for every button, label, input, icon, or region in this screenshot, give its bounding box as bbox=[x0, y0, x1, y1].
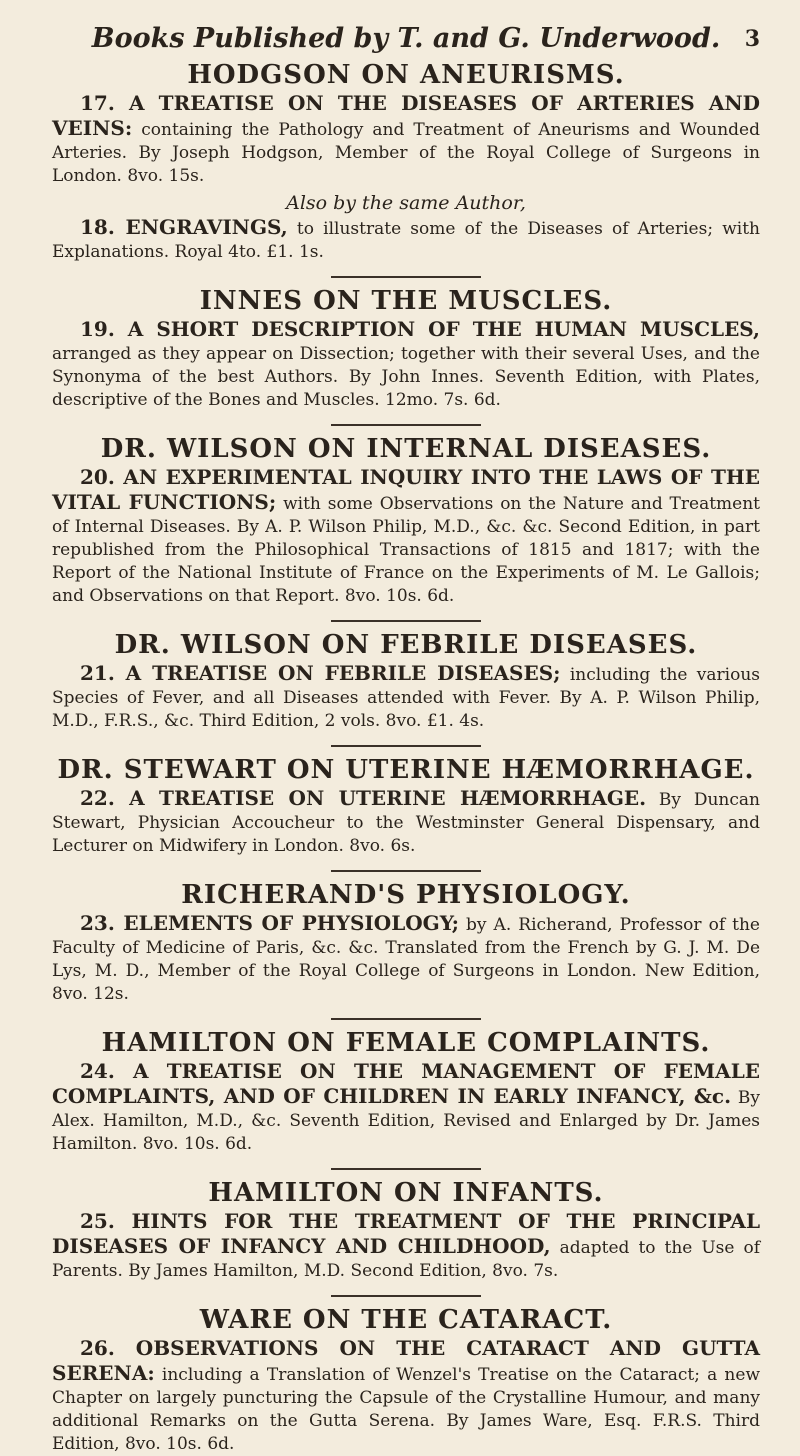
section-ware-cataract bbox=[52, 1305, 760, 1456]
section-heading: RICHERAND'S PHYSIOLOGY. bbox=[181, 880, 631, 910]
section-stewart-uterine bbox=[52, 755, 760, 858]
entry-lead: 18. ENGRAVINGS, bbox=[80, 215, 288, 239]
book-entry bbox=[52, 787, 760, 858]
section-heading: HAMILTON ON FEMALE COMPLAINTS. bbox=[101, 1028, 711, 1058]
entry-lead: 23. ELEMENTS OF PHYSIOLOGY; bbox=[80, 911, 459, 935]
entry-body: with some Observations on the Nature and Treatment of Internal Diseases. By A. P. Wilson Philip, M.D., &c. &c. Second Edition, in part republished from the Philosophical Transactions of 1815 and 1817; with the Report of the National Institute of France on the Experiments of M. Le Gallois; and Observations on that Report. 8vo. 10s. 6d. bbox=[52, 494, 760, 606]
entry-lead: 19. A SHORT DESCRIPTION OF THE HUMAN MUSCLES, bbox=[80, 317, 760, 341]
entry-body: by A. Richerand, Professor of the Faculty of Medicine of Paris, &c. &c. Translated from the French by G. J. M. De Lys, M. D., Member of the Royal College of Surgeons in London. New Edition, 8vo. 12s. bbox=[52, 915, 760, 1004]
entry-body: By Alex. Hamilton, M.D., &c. Seventh Edition, Revised and Enlarged by Dr. James Hamilton. 8vo. 10s. 6d. bbox=[52, 1088, 760, 1154]
divider bbox=[331, 1018, 481, 1020]
section-hamilton-female bbox=[52, 1028, 760, 1156]
divider bbox=[331, 424, 481, 426]
divider bbox=[331, 1295, 481, 1297]
section-hodgson-aneurisms bbox=[52, 60, 760, 264]
section-heading: HAMILTON ON INFANTS. bbox=[208, 1178, 604, 1208]
entry-lead: 24. A TREATISE ON THE MANAGEMENT OF FEMALE COMPLAINTS, AND OF CHILDREN IN EARLY INFANCY, &c. bbox=[52, 1059, 760, 1108]
divider bbox=[331, 1168, 481, 1170]
entry-lead: 22. A TREATISE ON UTERINE HÆMORRHAGE. bbox=[80, 786, 647, 810]
entry-body: By Duncan Stewart, Physician Accoucheur to the Westminster General Dispensary, and Lecturer on Midwifery in London. 8vo. 6s. bbox=[52, 790, 760, 856]
section-richerand-physiology bbox=[52, 880, 760, 1006]
entry-body: including a Translation of Wenzel's Treatise on the Cataract; a new Chapter on largely puncturing the Capsule of the Crystalline Humour, and many additional Remarks on the Gutta Serena. By James Ware, Esq. F.R.S. Third Edition, 8vo. 10s. 6d. bbox=[52, 1365, 760, 1454]
book-entry bbox=[52, 318, 760, 412]
book-entry bbox=[52, 466, 760, 608]
entry-lead: 25. HINTS FOR THE TREATMENT OF THE PRINCIPAL DISEASES OF INFANCY AND CHILDHOOD, bbox=[52, 1209, 760, 1258]
running-head-title: Books Published by T. and G. Underwood. bbox=[91, 23, 721, 54]
section-heading: WARE ON THE CATARACT. bbox=[199, 1305, 613, 1335]
entry-lead: 26. OBSERVATIONS ON THE CATARACT AND GUTTA SERENA: bbox=[52, 1336, 760, 1385]
entry-lead: 20. AN EXPERIMENTAL INQUIRY INTO THE LAWS OF THE VITAL FUNCTIONS; bbox=[52, 465, 760, 514]
divider bbox=[331, 745, 481, 747]
entry-body: containing the Pathology and Treatment of Aneurisms and Wounded Arteries. By Joseph Hodgson, Member of the Royal College of Surgeons in London. 8vo. 15s. bbox=[52, 120, 760, 186]
section-heading: INNES ON THE MUSCLES. bbox=[199, 286, 613, 316]
entry-body: adapted to the Use of Parents. By James Hamilton, M.D. Second Edition, 8vo. 7s. bbox=[52, 1238, 761, 1281]
entry-body: including the various Species of Fever, and all Diseases attended with Fever. By A. P. Wilson Philip, M.D., F.R.S., &c. Third Edition, 2 vols. 8vo. £1. 4s. bbox=[52, 665, 760, 731]
entry-body: arranged as they appear on Dissection; together with their several Uses, and the Synonyma of the best Authors. By John Innes. Seventh Edition, with Plates, descriptive of the Bones and Muscles. 12mo. 7s. 6d. bbox=[52, 344, 760, 410]
book-entry bbox=[52, 92, 760, 188]
book-entry bbox=[52, 216, 760, 264]
section-subhead: Also by the same Author, bbox=[286, 192, 526, 214]
section-wilson-febrile bbox=[52, 630, 760, 733]
book-entry bbox=[52, 662, 760, 733]
section-heading: DR. WILSON ON FEBRILE DISEASES. bbox=[114, 630, 698, 660]
book-entry bbox=[52, 1060, 760, 1156]
entry-lead: 21. A TREATISE ON FEBRILE DISEASES; bbox=[80, 661, 561, 685]
section-heading: DR. WILSON ON INTERNAL DISEASES. bbox=[100, 434, 712, 464]
divider bbox=[331, 620, 481, 622]
divider bbox=[331, 276, 481, 278]
section-innes-muscles bbox=[52, 286, 760, 412]
section-heading: DR. STEWART ON UTERINE HÆMORRHAGE. bbox=[57, 755, 755, 785]
section-wilson-internal bbox=[52, 434, 760, 608]
book-entry bbox=[52, 912, 760, 1006]
page-number: 3 bbox=[744, 26, 760, 52]
book-entry bbox=[52, 1337, 760, 1456]
book-entry bbox=[52, 1210, 760, 1283]
divider bbox=[331, 870, 481, 872]
entry-body: to illustrate some of the Diseases of Arteries; with Explanations. Royal 4to. £1. 1s. bbox=[52, 219, 760, 262]
section-heading: HODGSON ON ANEURISMS. bbox=[187, 60, 625, 90]
running-head bbox=[52, 22, 760, 56]
entry-lead: 17. A TREATISE ON THE DISEASES OF ARTERIES AND VEINS: bbox=[52, 91, 760, 140]
section-hamilton-infants bbox=[52, 1178, 760, 1283]
